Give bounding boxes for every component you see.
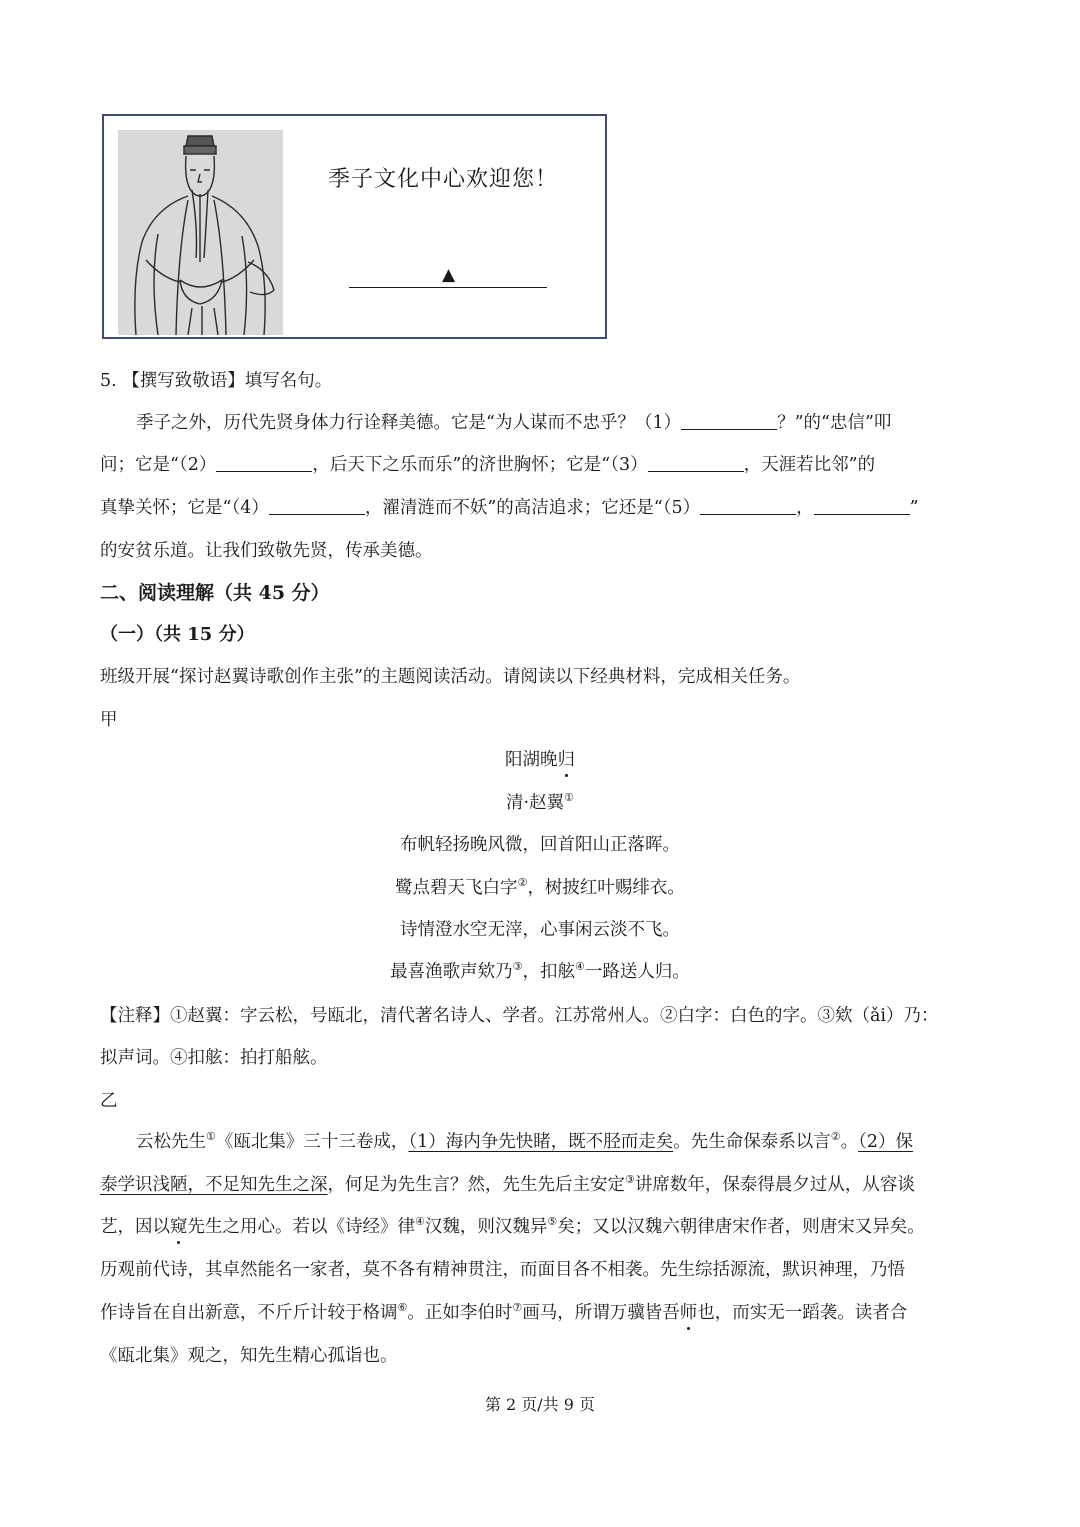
answer-blank-5b[interactable] (814, 497, 910, 516)
underlined-sentence-1: （1）海内争先快睹，既不胫而走矣 (408, 1132, 674, 1152)
notes-line-1: 【注释】①赵翼：字云松，号瓯北，清代著名诗人、学者。江苏常州人。②白字：白色的字。③欸（ǎi）乃： (100, 1006, 939, 1026)
yi-line-2: 泰学识浅陋，不足知先生之深，何足为先生言？然，先生先后主安定③讲席数年，保泰得晨夕过从，从容谈 (100, 1173, 915, 1195)
answer-blank-4[interactable] (269, 497, 365, 516)
yi-line-1: 云松先生①《瓯北集》三十三卷成，（1）海内争先快睹，既不胫而走矣。先生命保泰系以言②。（2）保 (136, 1130, 914, 1152)
welcome-text: 季子文化中心欢迎您！ (328, 167, 559, 192)
answer-blank-3[interactable] (648, 454, 744, 473)
yi-line-6: 《瓯北集》观之，知先生精心孤诣也。 (100, 1346, 398, 1366)
yi-line-4: 历观前代诗，其卓然能名一家者，莫不各有精神贯注，而面目各不相袭。先生综括源流，默识神理，乃悟 (100, 1260, 905, 1280)
material-yi-label: 乙 (100, 1091, 118, 1111)
poem-title: 阳湖晚归 (505, 750, 575, 770)
footnote-ref: ④ (575, 960, 585, 973)
q5-para-line4: 的安贫乐道。让我们致敬先贤，传承美德。 (100, 541, 433, 561)
welcome-card (102, 114, 607, 339)
section-title: 二、阅读理解（共 45 分） (100, 582, 330, 604)
emphasis-char: 窥 (170, 1217, 188, 1237)
answer-blank-2[interactable] (216, 454, 312, 473)
yi-line-5: 作诗旨在自出新意，不斤斤计较于格调⑥。正如李伯时⑦画马，所谓万骥皆吾师也，而实无一蹈袭。读者合 (100, 1301, 908, 1323)
poem-line-3: 诗情澄水空无滓，心事闲云淡不飞。 (400, 920, 680, 940)
q5-para-line3: 真挚关怀；它是“（4） ，濯清涟而不妖”的高洁追求；它还是“（5） ， ” (100, 498, 919, 518)
notes-line-2: 拟声词。④扣舷：拍打船舷。 (100, 1048, 328, 1068)
answer-blank-1[interactable] (681, 412, 777, 431)
yi-line-3: 艺，因以窥先生之用心。若以《诗经》律④汉魏，则汉魏异⑤矣；又以汉魏六朝律唐宋作者，则唐宋又异矣。 (100, 1215, 925, 1237)
blank-marker: ▲ (442, 265, 456, 285)
portrait-illustration (118, 130, 283, 335)
footnote-ref: ① (564, 791, 574, 804)
poem-line-4: 最喜渔歌声欸乃③，扣舷④一路送人归。 (390, 960, 690, 982)
footnote-ref: ③ (512, 960, 523, 973)
underlined-sentence-2-end: 泰学识浅陋，不足知先生之深 (100, 1175, 328, 1195)
q5-heading: 5. 【撰写致敬语】填写名句。 (100, 371, 333, 391)
underlined-sentence-2-start: （2）保 (858, 1132, 914, 1152)
answer-blank-5a[interactable] (700, 497, 796, 516)
q5-para-line2: 问；它是“（2） ，后天下之乐而乐”的济世胸怀；它是“（3） ，天涯若比邻”的 (100, 455, 876, 475)
material-jia-label: 甲 (100, 710, 118, 730)
answer-blank-line (349, 287, 547, 288)
poem-line-2: 鹭点碧天飞白字②，树披红叶赐绯衣。 (395, 876, 685, 898)
footnote-ref: ② (517, 876, 528, 889)
emphasis-char: 师 (679, 1303, 698, 1323)
section-intro: 班级开展“探讨赵翼诗歌创作主张”的主题阅读活动。请阅读以下经典材料，完成相关任务。 (100, 667, 801, 687)
subsection-title: （一）（共 15 分） (100, 624, 255, 645)
poem-author: 清·赵翼① (506, 791, 574, 813)
page-footer: 第 2 页/共 9 页 (484, 1395, 596, 1414)
poem-line-1: 布帆轻扬晚风微，回首阳山正落晖。 (400, 835, 680, 855)
q5-para-line1: 季子之外，历代先贤身体力行诠释美德。它是“为人谋而不忠乎？（1） ？”的“忠信”叩 (136, 413, 892, 433)
